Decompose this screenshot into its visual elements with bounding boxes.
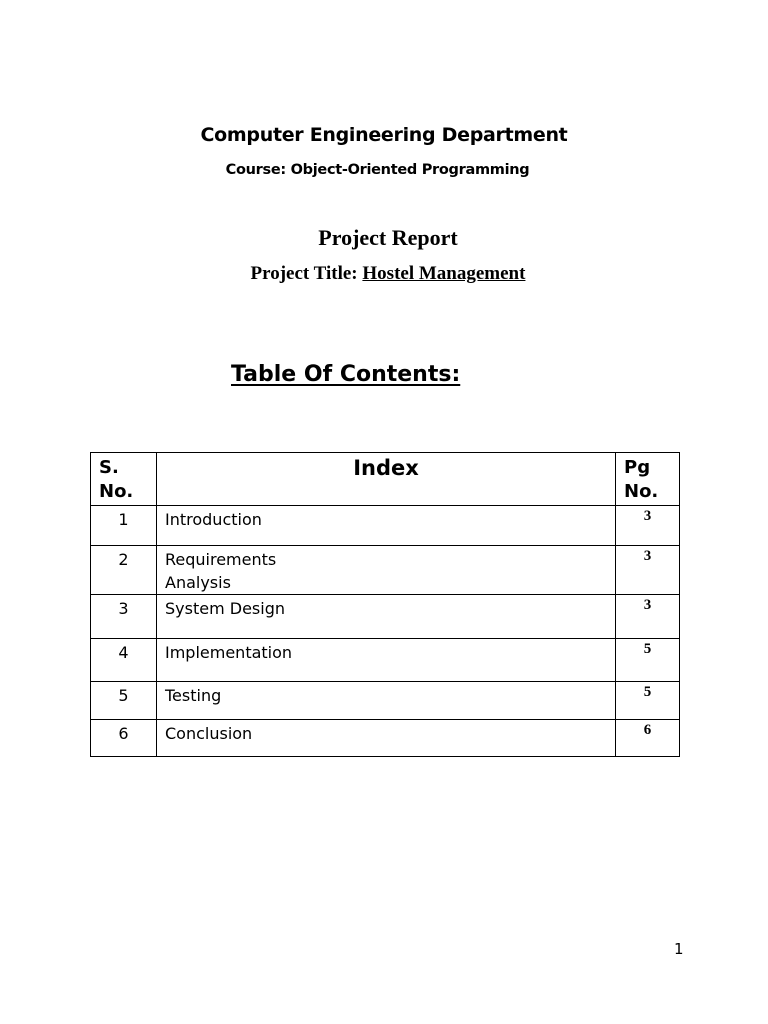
- column-header-page: Pg No.: [616, 453, 680, 506]
- row-page: 5: [616, 639, 680, 682]
- row-number: 6: [91, 720, 157, 757]
- column-header-sno: S. No.: [91, 453, 157, 506]
- row-number: 3: [91, 595, 157, 639]
- department-heading: Computer Engineering Department: [200, 124, 568, 146]
- table-row: [91, 720, 680, 757]
- table-row: [91, 546, 680, 595]
- row-page: 5: [616, 682, 680, 720]
- course-subheading: Course: Object-Oriented Programming: [225, 162, 530, 178]
- row-label: Conclusion: [157, 720, 616, 757]
- page-number: 1: [674, 940, 684, 958]
- table-row: [91, 682, 680, 720]
- row-label: Introduction: [157, 506, 616, 546]
- table-row: [91, 639, 680, 682]
- row-label: Requirements Analysis: [157, 546, 616, 595]
- toc-heading: Table Of Contents:: [231, 362, 461, 387]
- row-number: 5: [91, 682, 157, 720]
- toc-header-row: [91, 453, 680, 506]
- project-title-value: Hostel Management: [362, 263, 526, 284]
- row-number: 4: [91, 639, 157, 682]
- row-page: 3: [616, 506, 680, 546]
- row-page: 3: [616, 595, 680, 639]
- toc-table: [90, 452, 680, 757]
- row-label: System Design: [157, 595, 616, 639]
- project-title-label: Project Title:: [250, 263, 358, 284]
- column-header-index: Index: [157, 453, 616, 506]
- row-label: Testing: [157, 682, 616, 720]
- row-label: Implementation: [157, 639, 616, 682]
- project-title-line: [0, 263, 768, 285]
- row-number: 1: [91, 506, 157, 546]
- row-number: 2: [91, 546, 157, 595]
- report-heading: Project Report: [318, 225, 458, 250]
- row-page: 6: [616, 720, 680, 757]
- table-row: [91, 595, 680, 639]
- table-row: [91, 506, 680, 546]
- row-page: 3: [616, 546, 680, 595]
